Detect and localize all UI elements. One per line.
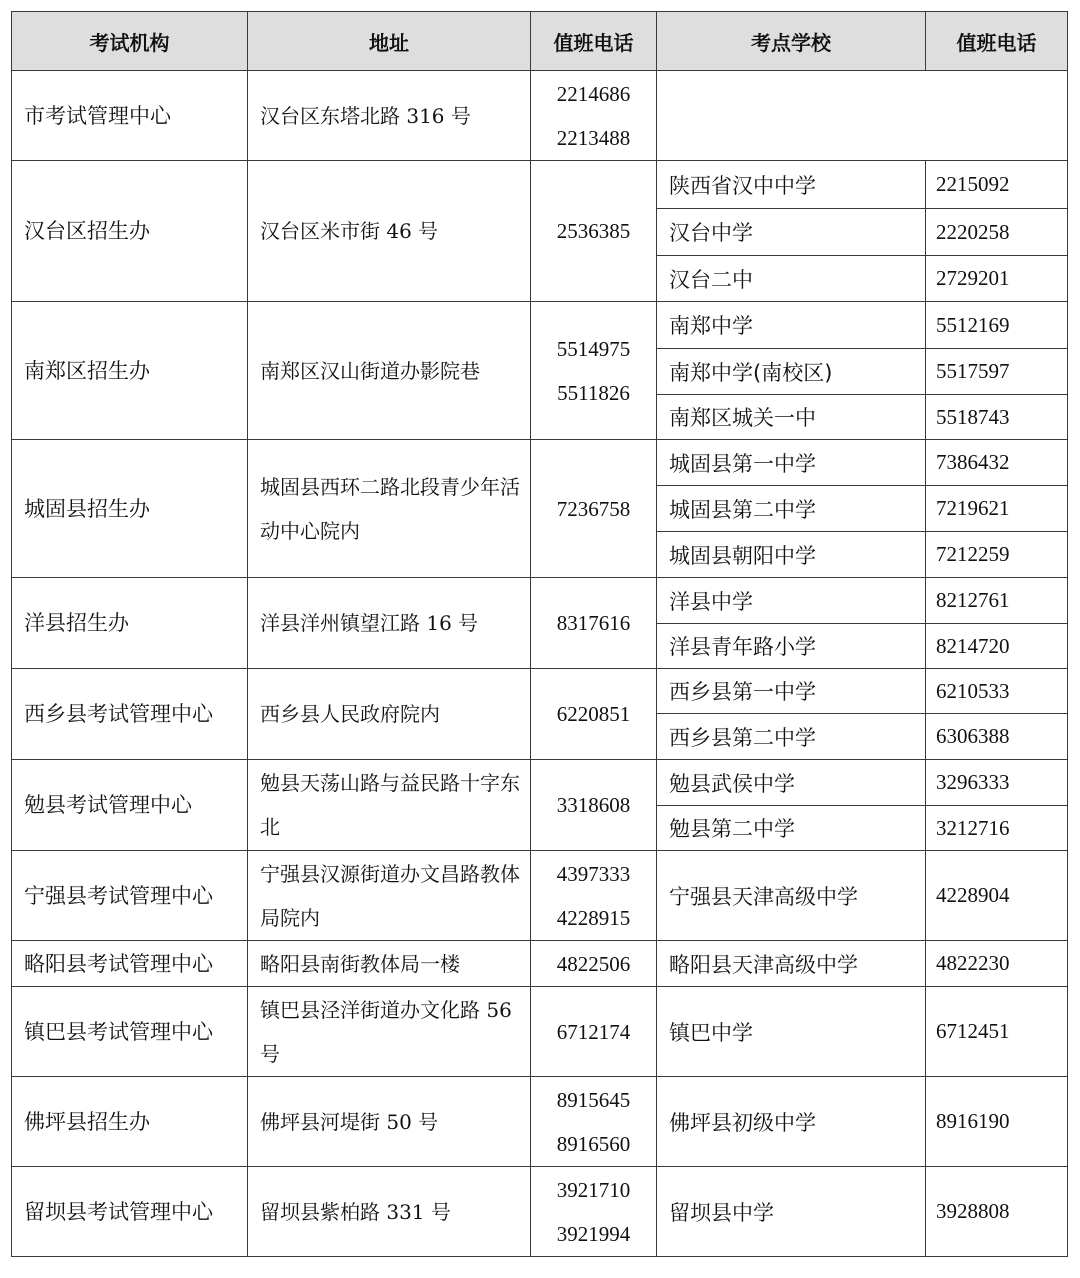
duty-phone-cell (531, 760, 657, 851)
school-name-cell: 城固县朝阳中学 (657, 532, 926, 578)
school-name-cell: 留坝县中学 (657, 1167, 926, 1257)
school-phone-cell: 7386432 (926, 440, 1068, 486)
duty-phone-number: 8317616 (556, 611, 631, 635)
school-name-cell: 汉台中学 (657, 209, 926, 256)
school-phone-cell: 5512169 (926, 302, 1068, 349)
school-name-cell: 佛坪县初级中学 (657, 1077, 926, 1167)
duty-phone-number: 8915645 (556, 1087, 631, 1112)
table-header-row (12, 12, 1068, 71)
school-phone-cell: 3212716 (926, 806, 1068, 851)
duty-phone-cell (531, 161, 657, 302)
duty-phone-number: 5511826 (557, 380, 630, 405)
duty-phone-number: 5514975 (556, 336, 631, 361)
table-body (12, 71, 1068, 1257)
header-address: 地址 (248, 12, 531, 71)
school-phone-cell: 3928808 (926, 1167, 1068, 1257)
org-name-cell: 留坝县考试管理中心 (12, 1167, 248, 1257)
school-phone-cell: 6712451 (926, 987, 1068, 1077)
school-name-cell: 城固县第一中学 (657, 440, 926, 486)
table-row (12, 851, 1068, 941)
duty-phone-number: 2213488 (556, 125, 631, 150)
duty-phone-cell (531, 1077, 657, 1167)
school-name-cell: 陕西省汉中中学 (657, 161, 926, 209)
org-name-cell: 佛坪县招生办 (12, 1077, 248, 1167)
table-row (12, 161, 1068, 209)
school-phone-cell: 8214720 (926, 624, 1068, 669)
duty-phone-number: 7236758 (556, 496, 631, 521)
duty-phone-number: 4397333 (556, 861, 631, 886)
duty-phone-number: 8916560 (556, 1131, 631, 1156)
duty-phone-cell (531, 302, 657, 440)
org-name-cell: 汉台区招生办 (12, 161, 248, 302)
table-row (12, 71, 1068, 161)
org-name-cell: 市考试管理中心 (12, 71, 248, 161)
address-cell: 南郑区汉山街道办影院巷 (248, 302, 531, 440)
duty-phone-number: 2214686 (556, 81, 631, 106)
org-name-cell: 洋县招生办 (12, 578, 248, 669)
exam-contact-table (11, 11, 1068, 1257)
header-school: 考点学校 (657, 12, 926, 71)
table-row (12, 1077, 1068, 1167)
org-name-cell: 镇巴县考试管理中心 (12, 987, 248, 1077)
school-phone-cell: 5518743 (926, 395, 1068, 440)
address-cell: 佛坪县河堤街 50 号 (248, 1077, 531, 1167)
school-name-cell: 略阳县天津高级中学 (657, 941, 926, 987)
school-phone-cell: 3296333 (926, 760, 1068, 806)
org-name-cell: 城固县招生办 (12, 440, 248, 578)
exam-contact-table-page (11, 11, 1068, 1257)
address-cell: 汉台区东塔北路 316 号 (248, 71, 531, 161)
address-cell: 宁强县汉源街道办文昌路教体局院内 (248, 851, 531, 941)
school-name-cell: 南郑区城关一中 (657, 395, 926, 440)
school-name-cell: 西乡县第二中学 (657, 714, 926, 760)
school-name-cell: 汉台二中 (657, 256, 926, 302)
address-cell: 略阳县南街教体局一楼 (248, 941, 531, 987)
school-phone-cell: 8916190 (926, 1077, 1068, 1167)
duty-phone-number: 3921994 (556, 1221, 631, 1246)
school-name-cell: 勉县第二中学 (657, 806, 926, 851)
school-phone-cell: 4822230 (926, 941, 1068, 987)
table-row (12, 987, 1068, 1077)
school-name-cell: 宁强县天津高级中学 (657, 851, 926, 941)
school-name-cell: 勉县武侯中学 (657, 760, 926, 806)
empty-school-cell (657, 71, 1068, 161)
duty-phone-cell (531, 987, 657, 1077)
duty-phone-cell (531, 440, 657, 578)
table-row (12, 440, 1068, 486)
address-cell: 汉台区米市街 46 号 (248, 161, 531, 302)
school-name-cell: 洋县中学 (657, 578, 926, 624)
duty-phone-number: 4228915 (556, 905, 631, 930)
school-name-cell: 南郑中学(南校区) (657, 349, 926, 395)
school-name-cell: 西乡县第一中学 (657, 669, 926, 714)
school-phone-cell: 2215092 (926, 161, 1068, 209)
address-cell: 城固县西环二路北段青少年活动中心院内 (248, 440, 531, 578)
school-name-cell: 城固县第二中学 (657, 486, 926, 532)
school-phone-cell: 2729201 (926, 256, 1068, 302)
school-phone-cell: 2220258 (926, 209, 1068, 256)
table-row (12, 302, 1068, 349)
school-phone-cell: 7212259 (926, 532, 1068, 578)
duty-phone-number: 3318608 (556, 793, 631, 817)
school-phone-cell: 4228904 (926, 851, 1068, 941)
duty-phone-cell (531, 851, 657, 941)
table-row (12, 578, 1068, 624)
org-name-cell: 略阳县考试管理中心 (12, 941, 248, 987)
duty-phone-number: 4822506 (556, 951, 631, 976)
school-name-cell: 洋县青年路小学 (657, 624, 926, 669)
org-name-cell: 勉县考试管理中心 (12, 760, 248, 851)
duty-phone-number: 6712174 (556, 1019, 631, 1044)
school-name-cell: 南郑中学 (657, 302, 926, 349)
table-row (12, 669, 1068, 714)
duty-phone-cell (531, 941, 657, 987)
duty-phone-cell (531, 669, 657, 760)
school-phone-cell: 6306388 (926, 714, 1068, 760)
school-name-cell: 镇巴中学 (657, 987, 926, 1077)
duty-phone-cell (531, 1167, 657, 1257)
school-phone-cell: 6210533 (926, 669, 1068, 714)
duty-phone-cell (531, 71, 657, 161)
address-cell: 西乡县人民政府院内 (248, 669, 531, 760)
address-cell: 留坝县紫柏路 331 号 (248, 1167, 531, 1257)
duty-phone-number: 6220851 (556, 702, 631, 726)
org-name-cell: 南郑区招生办 (12, 302, 248, 440)
duty-phone-number: 2536385 (556, 219, 631, 243)
header-org: 考试机构 (12, 12, 248, 71)
school-phone-cell: 8212761 (926, 578, 1068, 624)
address-cell: 洋县洋州镇望江路 16 号 (248, 578, 531, 669)
header-school-phone: 值班电话 (926, 12, 1068, 71)
header-phone: 值班电话 (531, 12, 657, 71)
school-phone-cell: 7219621 (926, 486, 1068, 532)
address-cell: 勉县天荡山路与益民路十字东北 (248, 760, 531, 851)
org-name-cell: 宁强县考试管理中心 (12, 851, 248, 941)
table-row (12, 760, 1068, 806)
table-row (12, 941, 1068, 987)
address-cell: 镇巴县泾洋街道办文化路 56 号 (248, 987, 531, 1077)
duty-phone-cell (531, 578, 657, 669)
duty-phone-number: 3921710 (556, 1177, 631, 1202)
school-phone-cell: 5517597 (926, 349, 1068, 395)
table-row (12, 1167, 1068, 1257)
org-name-cell: 西乡县考试管理中心 (12, 669, 248, 760)
